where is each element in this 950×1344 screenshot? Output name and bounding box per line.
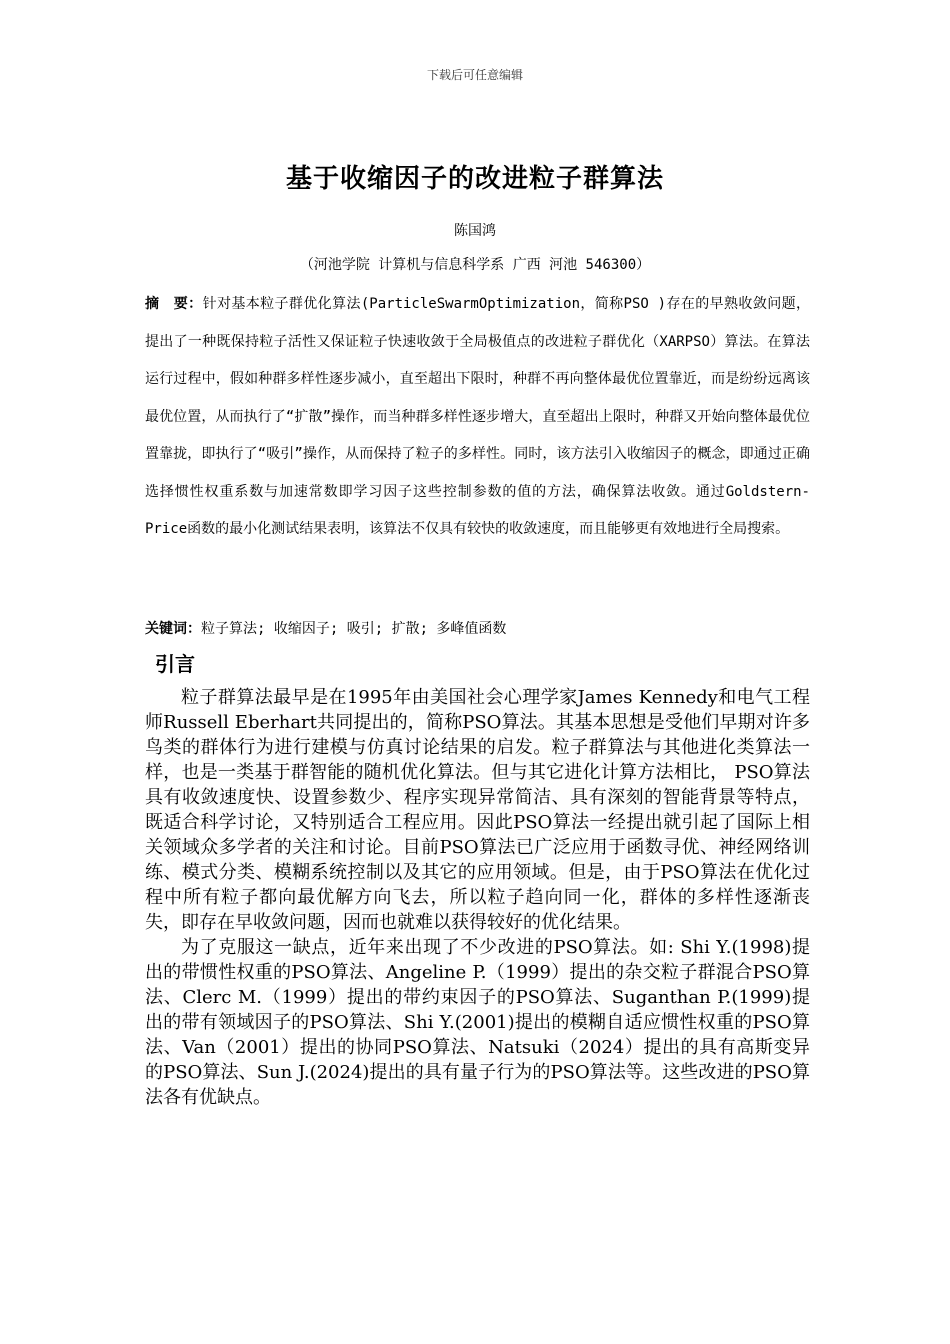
paper-affiliation: （河池学院 计算机与信息科学系 广西 河池 546300） xyxy=(299,257,651,273)
body-paragraph: 为了克服这一缺点，近年来出现了不少改进的PSO算法。如: Shi Y.(1998)提出的带惯性权重的PSO算法、Angeline P.（1999）提出的杂交粒子群混合PSO算法、Clerc M.（1999）提出的带约束因子的PSO算法、Suganthan P.(1999)提出的带有领域因子的PSO算法、Shi Y.(2001)提出的模糊自适应惯性权重的PSO算法、Van（2001）提出的协同PSO算法、Natsuki（2024）提出的具有高斯变异的PSO算法、Sun J.(2024)提出的具有量子行为的PSO算法等。这些改进的PSO算法各有优缺点。 xyxy=(145,937,810,1108)
paper-title: 基于收缩因子的改进粒子群算法 xyxy=(285,164,664,194)
section-body xyxy=(145,685,810,1110)
keywords-block xyxy=(145,617,810,641)
paper-author: 陈国鸿 xyxy=(454,223,496,239)
page-header: 下载后可任意编辑 xyxy=(426,68,523,82)
keywords-label: 关键词： xyxy=(145,621,201,637)
abstract-label: 摘 要： xyxy=(145,296,203,312)
section-heading: 引言 xyxy=(155,652,195,676)
body-paragraph: 粒子群算法最早是在1995年由美国社会心理学家James Kennedy和电气工程师Russell Eberhart共同提出的，简称PSO算法。其基本思想是受他们早期对许多鸟类的群体行为进行建模与仿真讨论结果的启发。粒子群算法与其他进化类算法一样，也是一类基于群智能的随机优化算法。但与其它进化计算方法相比， PSO算法具有收敛速度快、设置参数少、程序实现异常简洁、具有深刻的智能背景等特点， 既适合科学讨论，又特别适合工程应用。因此PSO算法一经提出就引起了国际上相关领域众多学者的关注和讨论。目前PSO算法已广泛应用于函数寻优、神经网络训练、模式分类、模糊系统控制以及其它的应用领域。但是，由于PSO算法在优化过程中所有粒子都向最优解方向飞去，所以粒子趋向同一化，群体的多样性逐渐丧失，即存在早收敛问题，因而也就难以获得较好的优化结果。 xyxy=(145,687,810,933)
keywords-text: 粒子算法; 收缩因子; 吸引; 扩散; 多峰值函数 xyxy=(201,621,507,637)
abstract-text: 针对基本粒子群优化算法(ParticleSwarmOptimization，简称PSO )存在的早熟收敛问题，提出了一种既保持粒子活性又保证粒子快速收敛于全局极值点的改进粒子群优化（XARPSO）算法。在算法运行过程中，假如种群多样性逐步减小，直至超出下限时，种群不再向整体最优位置靠近，而是纷纷远离该最优位置，从而执行了“扩散”操作，而当种群多样性逐步增大，直至超出上限时，种群又开始向整体最优位置靠拢，即执行了“吸引”操作，从而保持了粒子的多样性。同时，该方法引入收缩因子的概念，即通过正确选择惯性权重系数与加速常数即学习因子这些控制参数的值的方法，确保算法收敛。通过Goldstern-Price函数的最小化测试结果表明，该算法不仅具有较快的收敛速度，而且能够更有效地进行全局搜索。 xyxy=(145,296,810,537)
abstract-block xyxy=(145,286,810,549)
